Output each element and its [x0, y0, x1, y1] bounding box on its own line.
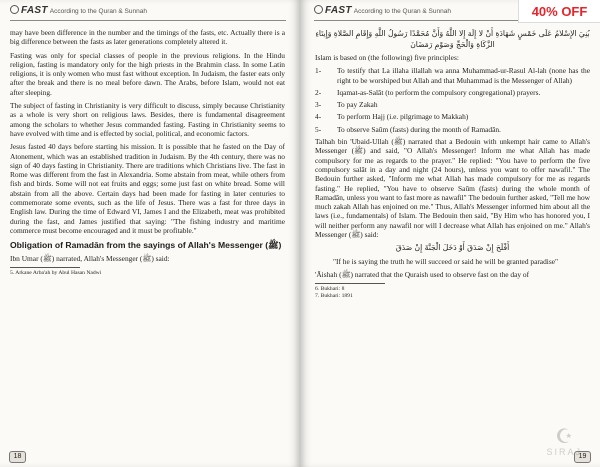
paragraph: The subject of fasting in Christianity is very difficult to discuss, simply because Christianity as a whole is very short on religious laws. Besides, there is fundamental disagreement among the scholars to whether Jesus commanded fasting. Fasting in Christianity seems to have evolved with time and is effected by social, political, and economic factors.	[10, 101, 285, 138]
list-item: 5- To observe Saūm (fasts) during the month of Ramadān.	[315, 124, 501, 134]
list-item: 2- Iqamat-as-Salāt (to perform the compulsory congregational) prayers.	[315, 87, 541, 97]
siraj-watermark	[546, 427, 582, 457]
paragraph: Ibn Umar (ﷺ) narrated, Allah's Messenger (ﷺ) said:	[10, 253, 170, 263]
header-subtitle: According to the Quran & Sunnah	[49, 8, 147, 15]
arabic-hadith-text: بُنِيَ الإِسْلامُ عَلَى خَمْسٍ شَهَادَةِ أَنْ لا إِلَهَ إِلا اللَّهُ وَأَنَّ مُحَمَّدًا رَسُولُ اللَّهِ وَإِقَامِ الصَّلاةِ وَإِيتَاءِ الزَّكَاةِ وَالْحَجِّ وَصَوْمِ رَمَضَانَ	[315, 29, 590, 49]
book-logo-icon	[314, 5, 323, 14]
paragraph: Jesus fasted 40 days before starting his mission. It is possible that he fasted on the Day of Atonement, which was an established tradition in Judaism. By the 4th century, there was no sign of 40 days fasting in Christianity. There are traditions which Christians live. The fast in Rome was different from the fast in Alexandria. Some abstain from meat, while others from fish and birds. Some will not eat fruits and eggs; some just fast on white bread. Some will abstain from all the above. Certain days had been made for fasting in later centuries to commemorate some events, such as the life of Jesus. There was a fast for three days in English law. During the time of Edward VI, James I and the Elizabeth, meat was prohibited during the fast, and James justified that saying: "The fishing industry and maritime commerce must become encouraged and it must be profitable."	[10, 142, 285, 235]
paragraph: 'Āishah (ﷺ) narrated that the Quraish used to observe fast on the day of	[315, 270, 530, 280]
discount-badge: 40% OFF	[518, 0, 600, 23]
footnote: 5. Arkane Arba'ah by Abul Hasan Nadwi	[10, 270, 102, 277]
footnote: 6. Bukhari: 8	[315, 286, 345, 293]
header-title: FAST	[325, 5, 352, 16]
arabic-quote: أَفْلَحَ إِنْ صَدَقَ أَوْ دَخَلَ الْجَنَّةَ إِنْ صَدَقَ	[395, 243, 510, 253]
section-heading: Obligation of Ramadān from the sayings of Allah's Messenger (ﷺ)	[10, 240, 282, 251]
watermark-mark-icon: ☪	[555, 426, 574, 448]
page-number-right: 19	[574, 451, 591, 463]
book-logo-icon	[10, 5, 19, 14]
principles-list	[315, 66, 590, 134]
paragraph: Islam is based on (the following) five principles:	[315, 53, 459, 62]
right-page	[300, 0, 600, 467]
paragraph: Fasting was only for special classes of people in the previous religions. In the Hindu religion, fasting is mandatory only for the high priests in the Brahmin class. In some Latin religions, it is only women who must fast without exception. In Judaism, the faster eats only after the break and there is no meal before dawn. The Arabs, before Islam, would not eat after sleeping.	[10, 50, 285, 97]
list-item: 3- To pay Zakah	[315, 100, 378, 110]
quote: "If he is saying the truth he will succeed or said he will be granted paradise"	[333, 256, 559, 266]
watermark-text: SIRAJ	[546, 447, 582, 457]
page-number-left: 18	[9, 451, 26, 463]
header-title: FAST	[21, 5, 48, 16]
right-page-body	[315, 28, 591, 448]
list-item: 1- To testify that La illaha illallah wa anna Muhammad-ur-Rasul Al-lah (none has the right to be worshiped but Allah and that Muhammad is the Messenger of Allah)	[315, 66, 590, 85]
paragraph: Talhah bin 'Ubaid-Ullah (ﷺ) narrated that a Bedouin with unkempt hair came to Allah's Messenger (ﷺ) and said, "O Allah's Messenger! Inform me what Allah has made compulsory for me as regards to the prayer." He replied: "You have to perform the five compulsory salāt in a day and night (24 hours), unless you want to offer nawafil." The Bedouin further asked, "Inform me what Allah has made compulsory for me as regards fasting." He replied, "You have to observe Saūm (fasts) during the whole month of Ramadān, unless you want to fast more as nawafil" The bedouin further asked, "Tell me how much zakah Allah has enjoined on me." Thus, Allah's Messenger informed him about all the laws (i.e., fundamentals) of Islam. The Bedouin then said, "By Him who has honored you, I will neither perform any nawafil nor will I decrease what Allah has enjoined on me." Allah's Messenger (ﷺ) said:	[315, 137, 591, 240]
footnote-divider	[315, 283, 385, 284]
running-header-left	[10, 5, 286, 21]
footnote: 7. Bukhari: 1891	[315, 293, 353, 300]
header-subtitle: According to the Quran & Sunnah	[353, 8, 451, 15]
paragraph: may have been difference in the number and the timings of the fasts, etc. Actually there is a big difference between the fasts as later generations completely altered it.	[10, 28, 285, 47]
left-page-body	[10, 28, 285, 445]
list-item: 4- To perform Hajj (i.e. pilgrimage to Makkah)	[315, 112, 469, 122]
footnote-divider	[10, 267, 80, 268]
